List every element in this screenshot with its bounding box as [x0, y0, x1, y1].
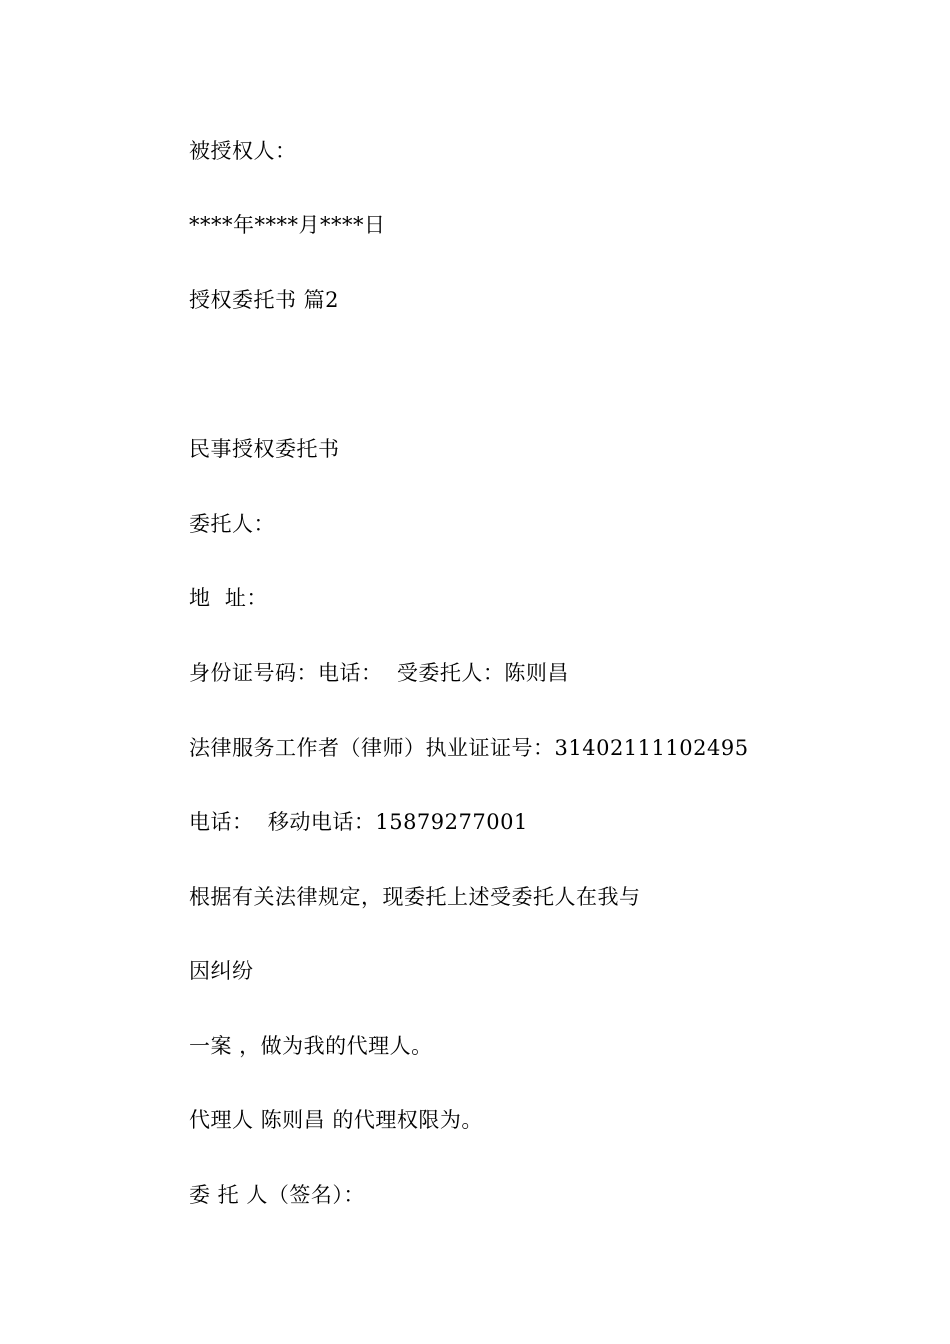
section-heading: 授权委托书 篇2	[189, 288, 340, 312]
case-text: 一案 ，做为我的代理人。	[189, 1034, 433, 1058]
date-line: ****年****月****日	[189, 213, 386, 237]
principal-label: 委托人：	[189, 512, 275, 536]
principal-signature-label: 委 托 人（签名）：	[189, 1183, 365, 1207]
id-phone-agent-line: 身份证号码：电话： 受委托人：陈则昌	[189, 661, 569, 685]
document-title: 民事授权委托书	[189, 437, 340, 461]
agent-authority-text: 代理人 陈则昌 的代理权限为。	[189, 1108, 483, 1132]
license-number-line: 法律服务工作者（律师）执业证证号：31402111102495	[189, 736, 749, 760]
dispute-text: 因纠纷	[189, 959, 254, 983]
address-label: 地 址：	[189, 586, 268, 610]
delegation-text: 根据有关法律规定，现委托上述受委托人在我与	[189, 885, 641, 909]
authorized-person-label: 被授权人：	[189, 139, 297, 163]
phone-line: 电话： 移动电话：15879277001	[189, 810, 528, 834]
